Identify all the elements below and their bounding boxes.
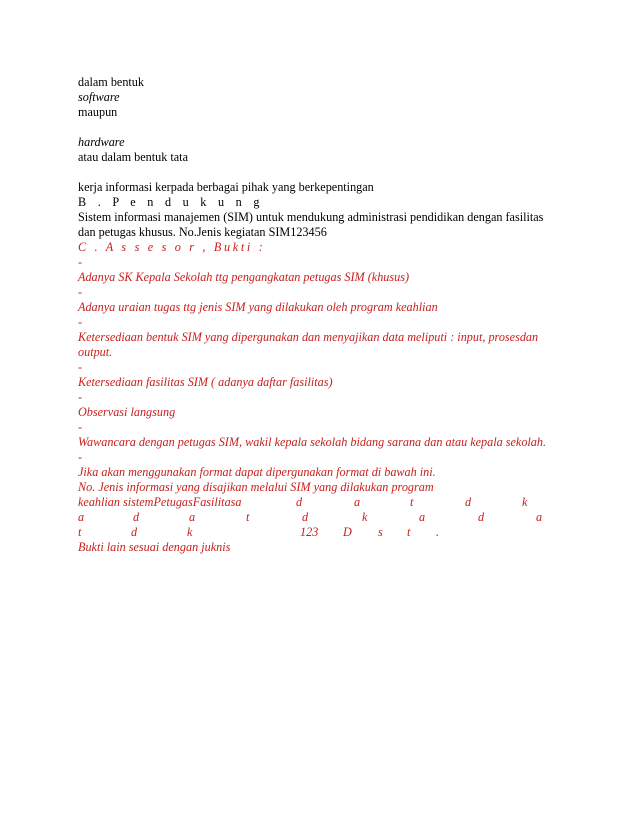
text-line: maupun [78,105,118,119]
table-char: t [246,510,250,524]
table-char: k [522,495,528,509]
table-char: d [133,510,140,524]
table-char: 123 [300,525,319,539]
bullet-dash: - [78,315,83,329]
section-heading-b: B . P e n d u k u n g [78,195,264,209]
text-line: dan petugas khusus. No.Jenis kegiatan SIM123456 [78,225,327,239]
table-char: a [189,510,196,524]
text-line: hardware [78,135,125,149]
bullet-dash: - [78,450,83,464]
bullet-dash: - [78,390,83,404]
table-char: a [536,510,543,524]
bullet-text: Adanya SK Kepala Sekolah ttg pengangkatan petugas SIM (khusus) [78,270,410,284]
bullet-text-continuation: output. [78,345,113,359]
table-char: s [378,525,383,539]
text-line: dalam bentuk [78,75,144,89]
table-char: k [362,510,368,524]
table-char: a [78,510,85,524]
table-char: t [78,525,82,539]
bullet-text: Ketersediaan bentuk SIM yang dipergunakan dan menyajikan data meliputi : input, prosesdan [78,330,539,344]
text-line: atau dalam bentuk tata [78,150,188,164]
bullet-text: Wawancara dengan petugas SIM, wakil kepala sekolah bidang sarana dan atau kepala sekolah. [78,435,547,449]
table-char: D [343,525,352,539]
section-heading-c: C . A s s e s o r , Bukti : [78,240,266,254]
bullet-text: Observasi langsung [78,405,176,419]
table-char: . [436,525,440,539]
text-line: software [78,90,120,104]
bullet-text: Jika akan menggunakan format dapat dipergunakan format di bawah ini. [78,465,436,479]
table-char: k [187,525,193,539]
table-intro: No. Jenis informasi yang disajikan melalui SIM yang dilakukan program [78,480,434,494]
table-char: d [465,495,472,509]
table-char: d [131,525,138,539]
table-char: d [302,510,309,524]
table-char: t [410,495,414,509]
text-line: kerja informasi kerpada berbagai pihak yang berkepentingan [78,180,374,194]
table-char: a [419,510,426,524]
table-char: d [296,495,303,509]
table-char: t [407,525,411,539]
bullet-dash: - [78,420,83,434]
table-char: a [354,495,361,509]
closing-line: Bukti lain sesuai dengan juknis [78,540,231,554]
bullet-text: Adanya uraian tugas ttg jenis SIM yang dilakukan oleh program keahlian [78,300,438,314]
text-line: Sistem informasi manajemen (SIM) untuk mendukung administrasi pendidikan dengan fasilitas [78,210,544,224]
bullet-dash: - [78,255,83,269]
bullet-dash: - [78,285,83,299]
bullet-text: Ketersediaan fasilitas SIM ( adanya daftar fasilitas) [78,375,333,389]
table-row-1-lead: keahlian sistemPetugasFasilitasa [78,495,242,509]
table-char: d [478,510,485,524]
bullet-dash: - [78,360,83,374]
